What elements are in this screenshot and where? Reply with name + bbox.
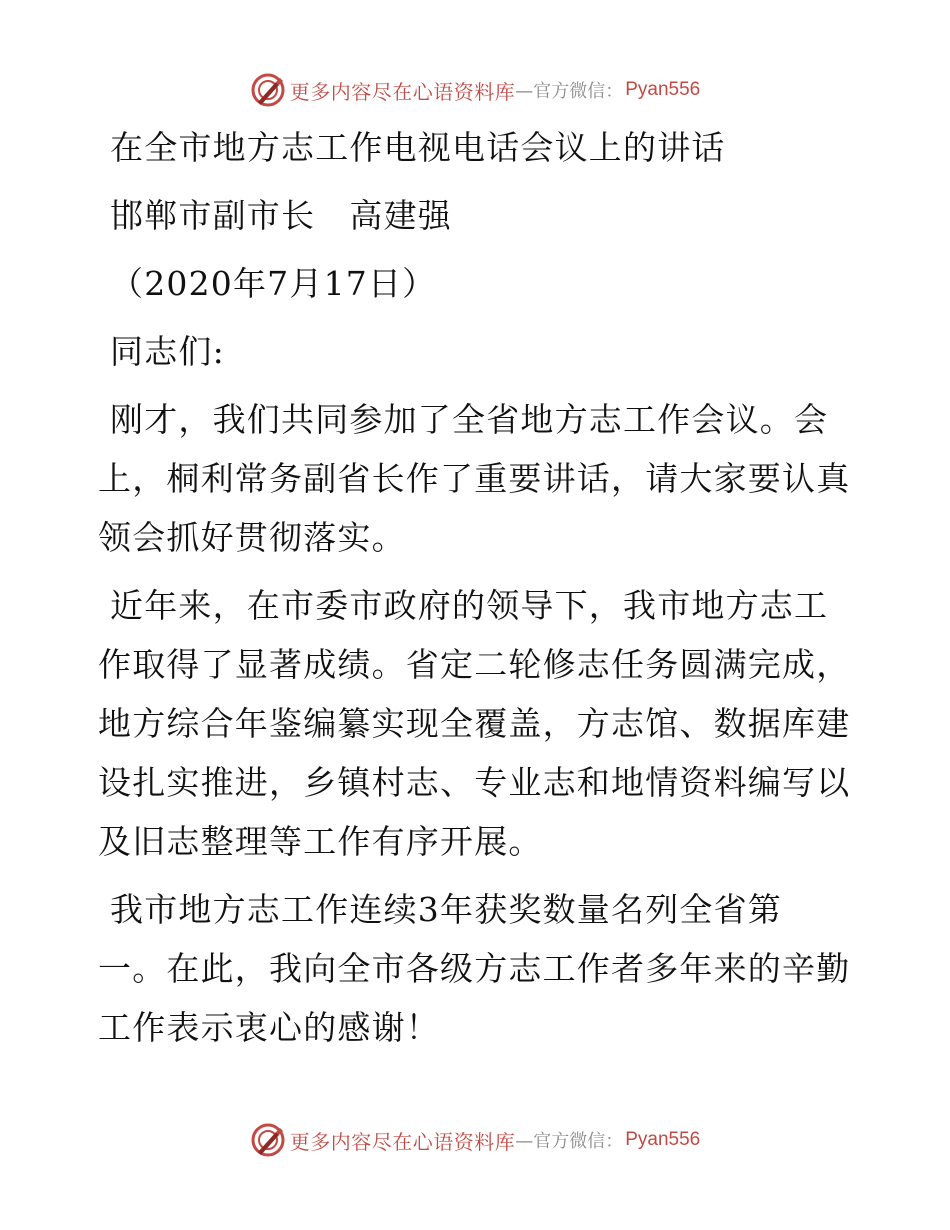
salutation: 同志们:	[110, 332, 225, 371]
pen-circle-logo-icon	[250, 72, 286, 108]
watermark-wechat-id: Pyan556	[625, 1129, 701, 1150]
document-title: 在全市地方志工作电视电话会议上的讲话	[110, 128, 726, 167]
watermark-main-text: 更多内容尽在心语资料库	[289, 1129, 516, 1154]
paragraph-line: 上，桐利常务副省长作了重要讲话，请大家要认真	[98, 459, 851, 498]
watermark-separator: —官方微信：	[515, 1131, 624, 1152]
paragraph-line: 近年来，在市委市政府的领导下，我市地方志工	[110, 586, 829, 625]
document-body	[98, 118, 854, 1057]
paragraph-2	[98, 576, 854, 871]
paragraph-line: 一。在此，我向全市各级方志工作者多年来的辛勤	[98, 949, 851, 988]
speaker-line: 邯郸市副市长 高建强	[110, 196, 452, 235]
pen-circle-logo-icon	[250, 1122, 286, 1158]
paragraph-line: 及旧志整理等工作有序开展。	[98, 822, 543, 861]
paragraph-line: 作取得了显著成绩。省定二轮修志任务圆满完成，	[98, 645, 851, 684]
watermark-main-text: 更多内容尽在心语资料库	[289, 79, 516, 104]
watermark-separator: —官方微信：	[515, 81, 624, 102]
watermark-footer	[0, 1118, 950, 1162]
paragraph-3	[98, 880, 854, 1057]
paragraph-line: 工作表示衷心的感谢！	[98, 1008, 440, 1047]
paragraph-line: 领会抓好贯彻落实。	[98, 518, 406, 557]
paragraph-1	[98, 390, 854, 567]
watermark-header	[0, 68, 950, 112]
paragraph-line: 地方综合年鉴编纂实现全覆盖，方志馆、数据库建	[98, 704, 851, 743]
watermark-wechat-id: Pyan556	[625, 79, 701, 100]
paragraph-line: 刚才，我们共同参加了全省地方志工作会议。会	[110, 400, 829, 439]
paragraph-line: 我市地方志工作连续3年获奖数量名列全省第	[110, 890, 782, 929]
paragraph-line: 设扎实推进，乡镇村志、专业志和地情资料编写以	[98, 763, 851, 802]
date-line: （2020年7月17日）	[110, 264, 437, 303]
